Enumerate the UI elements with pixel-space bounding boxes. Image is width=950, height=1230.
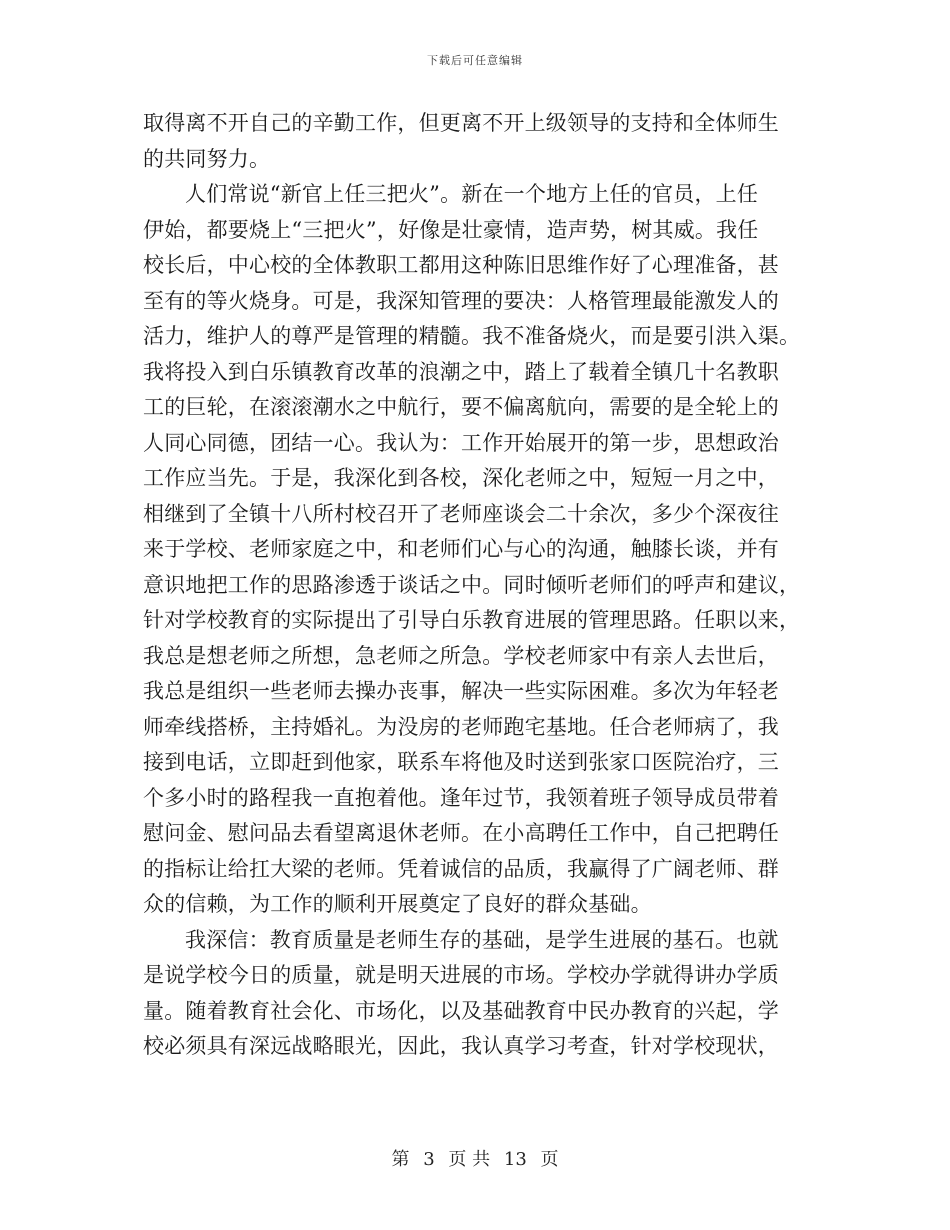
text-line: 我总是组织一些老师去操办丧事，解决一些实际困难。多次为年轻老 [143, 679, 779, 703]
text-line: 慰问金、慰问品去看望离退休老师。在小高聘任工作中，自己把聘任 [143, 821, 779, 845]
text-line: 来于学校、老师家庭之中，和老师们心与心的沟通，触膝长谈，并有 [143, 537, 779, 561]
page-footer [0, 1145, 950, 1171]
footer-middle: 页 共 [448, 1149, 491, 1170]
text-line: 我深信：教育质量是老师生存的基础，是学生进展的基石。也就 [185, 927, 779, 952]
text-line: 意识地把工作的思路渗透于谈话之中。同时倾听老师们的呼声和建议， [143, 572, 801, 597]
text-line: 是说学校今日的质量，就是明天进展的市场。学校办学就得讲办学质 [143, 963, 779, 987]
text-line: 众的信赖，为工作的顺利开展奠定了良好的群众基础。 [143, 892, 652, 916]
document-body [143, 106, 808, 1065]
footer-page-number: 3 [423, 1149, 435, 1170]
text-line: 我总是想老师之所想，急老师之所急。学校老师家中有亲人去世后， [143, 643, 779, 668]
text-line: 人们常说“新官上任三把火”。新在一个地方上任的官员，上任 [185, 182, 759, 206]
text-line: 取得离不开自己的辛勤工作，但更离不开上级领导的支持和全体师生 [143, 111, 779, 135]
text-line: 至有的等火烧身。可是，我深知管理的要决：人格管理最能激发人的 [143, 288, 779, 313]
text-line: 个多小时的路程我一直抱着他。逢年过节，我领着班子领导成员带着 [143, 785, 779, 810]
text-line: 的共同努力。 [143, 146, 271, 171]
text-line: 人同心同德，团结一心。我认为：工作开始展开的第一步，思想政治 [143, 430, 779, 455]
text-line: 我将投入到白乐镇教育改革的浪潮之中，踏上了载着全镇几十名教职 [143, 359, 779, 384]
page-header: 下载后可任意编辑 [427, 54, 523, 67]
text-line: 师牵线搭桥，主持婚礼。为没房的老师跑宅基地。任合老师病了，我 [143, 714, 779, 739]
text-line: 活力，维护人的尊严是管理的精髓。我不准备烧火，而是要引洪入渠。 [143, 324, 801, 348]
text-line: 的指标让给扛大梁的老师。凭着诚信的品质，我赢得了广阔老师、群 [143, 856, 779, 881]
text-line: 接到电话，立即赶到他家，联系车将他及时送到张家口医院治疗，三 [143, 750, 779, 774]
text-line: 针对学校教育的实际提出了引导白乐教育进展的管理思路。任职以来， [143, 608, 801, 632]
text-line: 量。随着教育社会化、市场化，以及基础教育中民办教育的兴起，学 [143, 998, 779, 1023]
text-line: 工作应当先。于是，我深化到各校，深化老师之中，短短一月之中， [143, 466, 779, 490]
footer-total-pages: 13 [503, 1149, 527, 1170]
footer-suffix: 页 [540, 1149, 559, 1170]
text-line: 工的巨轮，在滚滚潮水之中航行，要不偏离航向，需要的是全轮上的 [143, 395, 779, 419]
text-line: 校长后，中心校的全体教职工都用这种陈旧思维作好了心理准备，甚 [143, 253, 779, 277]
text-line: 伊始，都要烧上“三把火”，好像是壮豪情，造声势，树其威。我任 [143, 217, 759, 242]
text-line: 相继到了全镇十八所村校召开了老师座谈会二十余次，多少个深夜往 [143, 501, 779, 526]
text-line: 校必须具有深远战略眼光，因此，我认真学习考查，针对学校现状， [143, 1034, 779, 1058]
footer-prefix: 第 [391, 1149, 410, 1170]
